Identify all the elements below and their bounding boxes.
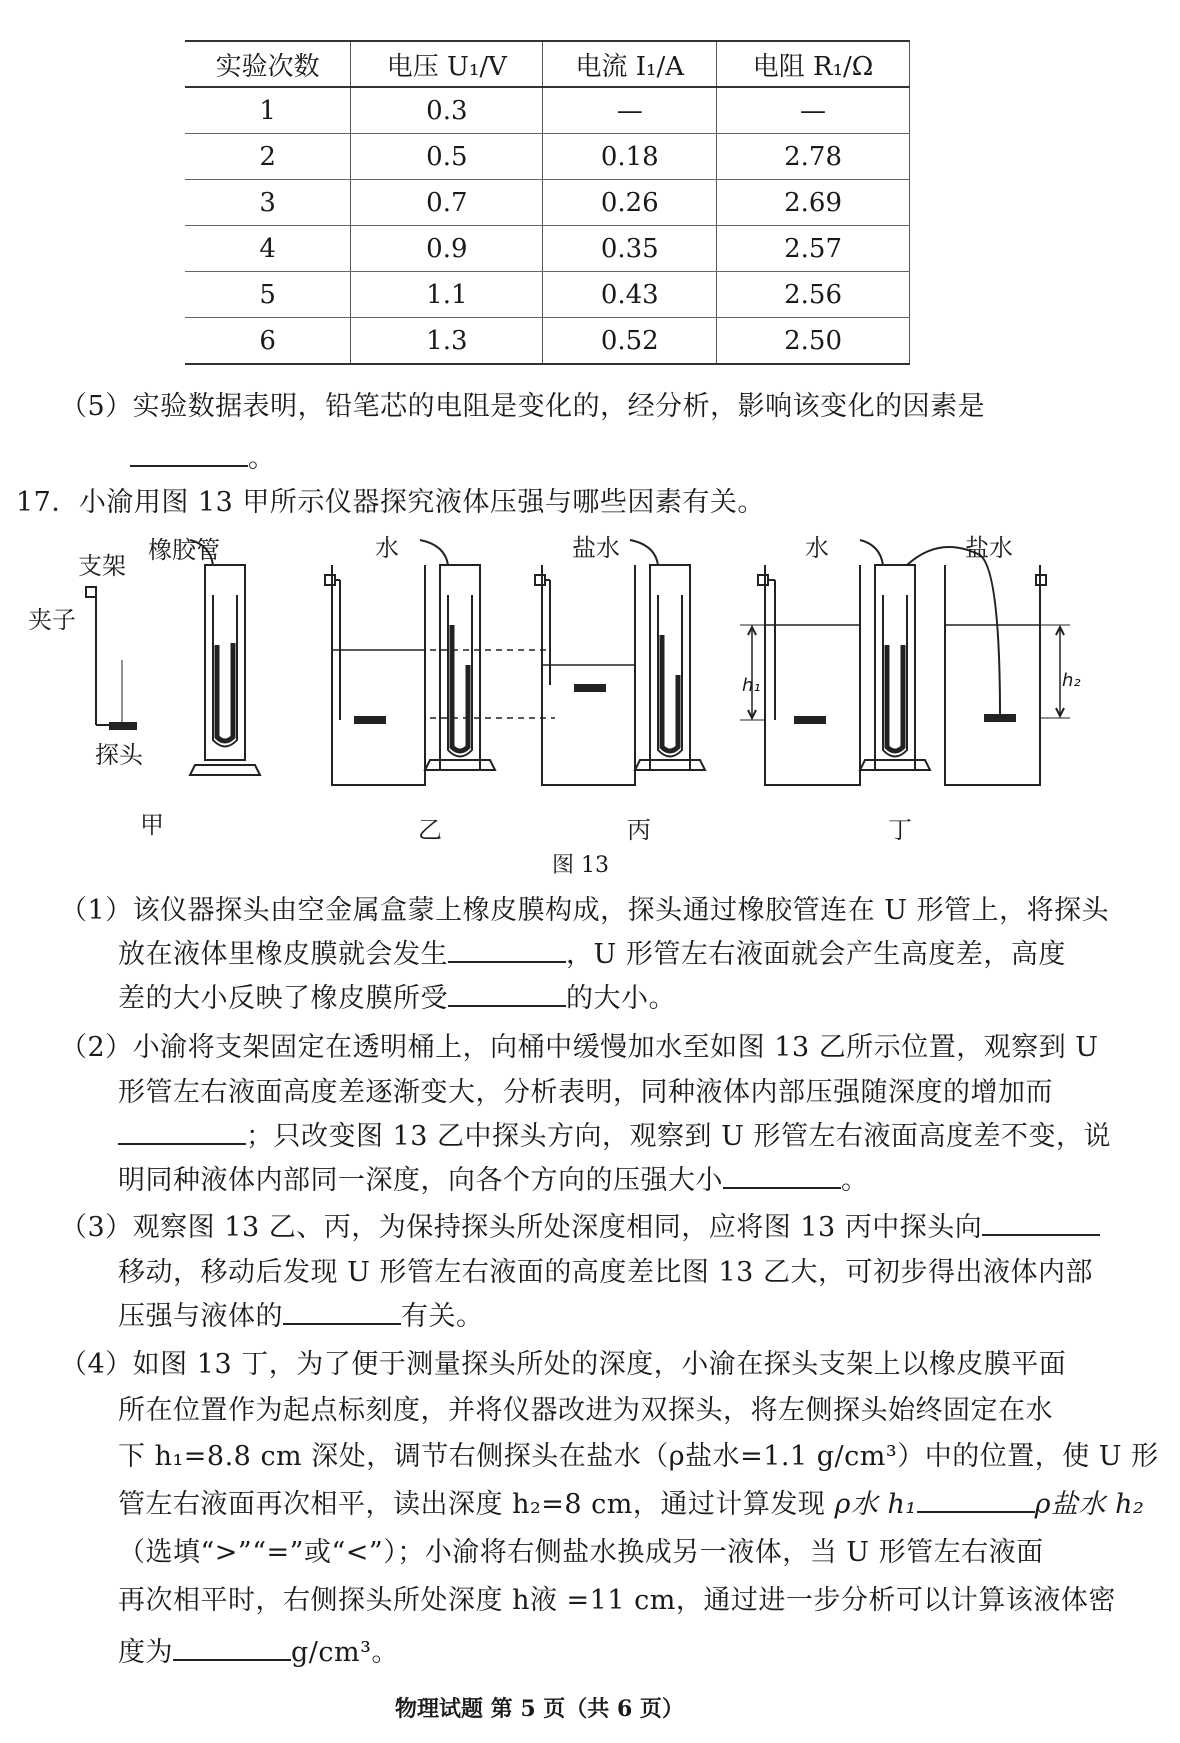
q17-part2-line2: 形管左右液面高度差逐渐变大，分析表明，同种液体内部压强随深度的增加而 <box>118 1077 1053 1108</box>
table-header: 实验次数 <box>185 41 351 87</box>
q17-part1-line1: （1）该仪器探头由空金属盒蒙上橡皮膜构成，探头通过橡胶管连在 U 形管上，将探头 <box>60 895 1110 926</box>
figure-jia-bracket <box>86 587 136 729</box>
table-row <box>185 318 910 365</box>
q17-part1-line3: 差的大小反映了橡皮膜所受 的大小。 <box>118 983 676 1014</box>
table-header: 电流 I₁/A <box>543 41 717 87</box>
label-probe: 探头 <box>95 741 143 769</box>
label-rubber-tube: 橡胶管 <box>148 536 220 564</box>
answer-blank[interactable] <box>283 1301 401 1325</box>
q17-part4-line7: 度为 g/cm³。 <box>118 1637 399 1668</box>
caption-ding: 丁 <box>888 816 912 844</box>
label-water-ding: 水 <box>805 534 829 562</box>
table-header: 电压 U₁/V <box>351 41 543 87</box>
q17-part4-line1: （4）如图 13 丁，为了便于测量探头所处的深度，小渝在探头支架上以橡皮膜平面 <box>60 1349 1067 1380</box>
table-cell: — <box>717 87 910 134</box>
q17-part4-line3: 下 h₁=8.8 cm 深处，调节右侧探头在盐水（ρ盐水=1.1 g/cm³）中的位置，使 U 形 <box>118 1441 1159 1472</box>
table-row <box>185 87 910 134</box>
caption-bing: 丙 <box>627 816 651 844</box>
label-saltwater-ding: 盐水 <box>965 534 1013 562</box>
table-cell: 1 <box>185 87 351 134</box>
label-bracket: 支架 <box>78 552 126 580</box>
q17-part2-line1: （2）小渝将支架固定在透明桶上，向桶中缓慢加水至如图 13 乙所示位置，观察到 U <box>60 1032 1099 1063</box>
q17-part4-line2: 所在位置作为起点标刻度，并将仪器改进为双探头，将左侧探头始终固定在水 <box>118 1395 1053 1426</box>
q17-part3-line3: 压强与液体的 有关。 <box>118 1301 484 1332</box>
table-cell: 0.52 <box>543 318 717 365</box>
table-cell: 2.57 <box>717 226 910 272</box>
table-cell: 0.3 <box>351 87 543 134</box>
q17-part2-line4: 明同种液体内部同一深度，向各个方向的压强大小 。 <box>118 1165 869 1196</box>
table-cell: 0.9 <box>351 226 543 272</box>
q17-stem: 17．小渝用图 13 甲所示仪器探究液体压强与哪些因素有关。 <box>16 487 765 518</box>
q17-part4-line4: 管左右液面再次相平，读出深度 h₂=8 cm，通过计算发现 ρ水 h₁ ρ盐水 h₂ <box>118 1489 1145 1520</box>
label-clamp: 夹子 <box>28 606 76 634</box>
q17-part4-line5: （选填“>”“=”或“<”）；小渝将右侧盐水换成另一液体，当 U 形管左右液面 <box>118 1537 1044 1568</box>
table-cell: 0.26 <box>543 180 717 226</box>
table-cell: 4 <box>185 226 351 272</box>
answer-blank[interactable] <box>723 1165 841 1189</box>
label-h2: h₂ <box>1062 670 1081 691</box>
data-table <box>185 40 910 365</box>
table-cell: — <box>543 87 717 134</box>
table-cell: 1.3 <box>351 318 543 365</box>
table-cell: 2 <box>185 134 351 180</box>
figure-13 <box>0 525 1180 855</box>
table-cell: 2.50 <box>717 318 910 365</box>
table-row <box>185 226 910 272</box>
table-cell: 2.69 <box>717 180 910 226</box>
answer-blank[interactable] <box>173 1637 291 1661</box>
caption-yi: 乙 <box>418 816 442 844</box>
q16-part5-answer-line: 。 <box>130 436 276 475</box>
figure-ding-u-tube <box>860 540 1000 770</box>
table-cell: 0.7 <box>351 180 543 226</box>
answer-blank[interactable] <box>448 983 566 1007</box>
q17-part2-line3: ；只改变图 13 乙中探头方向，观察到 U 形管左右液面高度差不变，说 <box>118 1114 1111 1153</box>
table-cell: 2.78 <box>717 134 910 180</box>
q17-part1-line2: 放在液体里橡皮膜就会发生 ，U 形管左右液面就会产生高度差，高度 <box>118 939 1066 970</box>
label-saltwater-bing: 盐水 <box>572 534 620 562</box>
label-water-yi: 水 <box>375 534 399 562</box>
table-header: 电阻 R₁/Ω <box>717 41 910 87</box>
table-cell: 6 <box>185 318 351 365</box>
answer-blank[interactable] <box>130 443 248 467</box>
answer-blank[interactable] <box>448 939 566 963</box>
caption-jia: 甲 <box>140 811 164 839</box>
table-cell: 3 <box>185 180 351 226</box>
q17-part4-line6: 再次相平时，右侧探头所处深度 h液 =11 cm，通过进一步分析可以计算该液体密 <box>118 1585 1116 1616</box>
table-row <box>185 272 910 318</box>
table-cell: 0.43 <box>543 272 717 318</box>
figure-caption: 图 13 <box>552 853 609 878</box>
answer-blank[interactable] <box>917 1489 1035 1513</box>
answer-blank[interactable] <box>118 1121 246 1145</box>
table-cell: 2.56 <box>717 272 910 318</box>
table-cell: 1.1 <box>351 272 543 318</box>
table-row <box>185 134 910 180</box>
answer-blank[interactable] <box>982 1212 1100 1236</box>
label-h1: h₁ <box>742 675 761 696</box>
table-cell: 0.5 <box>351 134 543 180</box>
table-cell: 0.35 <box>543 226 717 272</box>
table-header-row <box>185 41 910 87</box>
figure-yi-u-tube <box>420 540 495 770</box>
q17-part3-line2: 移动，移动后发现 U 形管左右液面的高度差比图 13 乙大，可初步得出液体内部 <box>118 1257 1093 1288</box>
table-cell: 5 <box>185 272 351 318</box>
table-cell: 0.18 <box>543 134 717 180</box>
q17-part3-line1: （3）观察图 13 乙、丙，为保持探头所处深度相同，应将图 13 丙中探头向 <box>60 1205 1100 1244</box>
figure-yi-container <box>325 565 425 785</box>
figure-bing-container <box>535 565 635 785</box>
figure-jia-u-tube <box>190 540 260 775</box>
page-footer: 物理试题 第 5 页（共 6 页） <box>395 1696 684 1722</box>
figure-ding-saltwater-container <box>945 565 1070 785</box>
figure-bing-u-tube <box>630 540 705 770</box>
table-row <box>185 180 910 226</box>
q16-part5-text: （5）实验数据表明，铅笔芯的电阻是变化的，经分析，影响该变化的因素是 <box>60 391 986 422</box>
